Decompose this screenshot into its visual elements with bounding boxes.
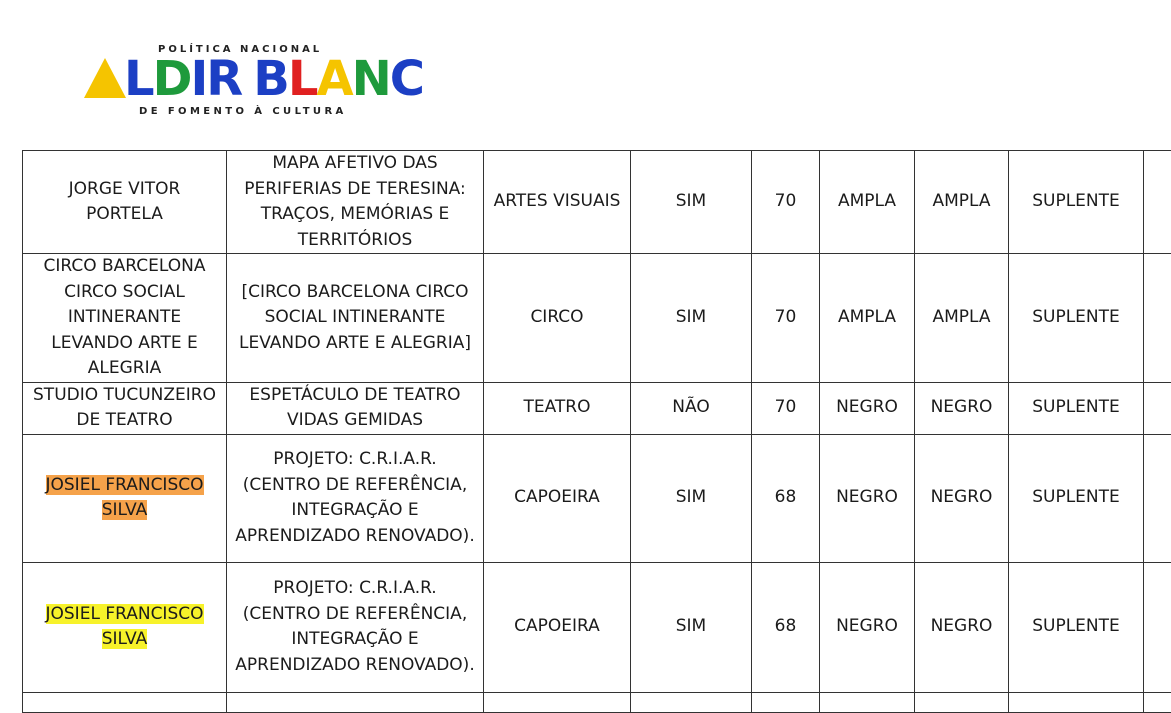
category-2-cell-text: NEGRO: [931, 397, 993, 417]
table-row: [23, 562, 1171, 692]
category-1-cell: [820, 151, 915, 254]
trailing-cell: [1144, 434, 1171, 562]
flag-cell: [631, 382, 752, 434]
status-cell-text: SUPLENTE: [1032, 191, 1120, 211]
status-cell: [1009, 382, 1144, 434]
category-2-cell: [915, 434, 1009, 562]
status-cell: [1009, 254, 1144, 383]
project-cell-text: [CIRCO BARCELONA CIRCO SOCIAL INTINERANTE LEVANDO ARTE E ALEGRIA]: [239, 282, 471, 353]
name-cell-text: STUDIO TUCUNZEIRO DE TEATRO: [33, 385, 216, 431]
trailing-cell: [1144, 151, 1171, 254]
score-cell: [752, 382, 820, 434]
project-cell: [227, 562, 484, 692]
score-cell-text: 68: [775, 487, 797, 507]
area-cell: [484, 562, 631, 692]
project-cell: [227, 151, 484, 254]
empty-cell: [631, 692, 752, 712]
name-cell: [23, 382, 227, 434]
category-2-cell: [915, 151, 1009, 254]
name-cell: [23, 434, 227, 562]
project-cell: [227, 382, 484, 434]
flag-cell-text: NÃO: [672, 397, 709, 417]
category-1-cell-text: NEGRO: [836, 397, 898, 417]
logo-triangle-a-icon: [84, 58, 126, 98]
project-cell-text: PROJETO: C.R.I.A.R. (CENTRO DE REFERÊNCIA, INTEGRAÇÃO E APRENDIZADO RENOVADO).: [235, 578, 474, 675]
area-cell-text: ARTES VISUAIS: [494, 191, 621, 211]
flag-cell-text: SIM: [676, 191, 706, 211]
empty-cell: [484, 692, 631, 712]
area-cell-text: TEATRO: [523, 397, 590, 417]
score-cell-text: 70: [775, 307, 797, 327]
name-cell-text: JORGE VITOR PORTELA: [69, 179, 181, 225]
empty-cell: [915, 692, 1009, 712]
table-row: [23, 434, 1171, 562]
name-cell-text: JOSIEL FRANCISCO SILVA: [46, 604, 204, 650]
status-cell-text: SUPLENTE: [1032, 397, 1120, 417]
empty-cell: [227, 692, 484, 712]
project-cell: [227, 434, 484, 562]
name-cell: [23, 254, 227, 383]
name-cell: [23, 151, 227, 254]
empty-cell: [1009, 692, 1144, 712]
name-cell-text: JOSIEL FRANCISCO SILVA: [46, 475, 204, 521]
category-2-cell: [915, 562, 1009, 692]
status-cell: [1009, 151, 1144, 254]
score-cell: [752, 254, 820, 383]
empty-cell: [820, 692, 915, 712]
table-row-partial: [23, 692, 1171, 712]
area-cell: [484, 434, 631, 562]
category-2-cell-text: NEGRO: [931, 487, 993, 507]
flag-cell-text: SIM: [676, 487, 706, 507]
project-cell-text: ESPETÁCULO DE TEATRO VIDAS GEMIDAS: [249, 385, 460, 431]
category-1-cell-text: NEGRO: [836, 487, 898, 507]
status-cell-text: SUPLENTE: [1032, 616, 1120, 636]
table-row: [23, 254, 1171, 383]
score-cell-text: 70: [775, 397, 797, 417]
score-cell: [752, 434, 820, 562]
area-cell-text: CAPOEIRA: [514, 616, 600, 636]
status-cell-text: SUPLENTE: [1032, 307, 1120, 327]
category-1-cell: [820, 562, 915, 692]
flag-cell: [631, 434, 752, 562]
category-1-cell: [820, 254, 915, 383]
empty-cell: [1144, 692, 1171, 712]
category-2-cell-text: NEGRO: [931, 616, 993, 636]
trailing-cell: [1144, 254, 1171, 383]
empty-cell: [23, 692, 227, 712]
project-cell: [227, 254, 484, 383]
flag-cell-text: SIM: [676, 616, 706, 636]
category-2-cell-text: AMPLA: [932, 307, 990, 327]
category-2-cell-text: AMPLA: [932, 191, 990, 211]
project-cell-text: MAPA AFETIVO DAS PERIFERIAS DE TERESINA: TRAÇOS, MEMÓRIAS E TERRITÓRIOS: [244, 153, 465, 250]
category-1-cell: [820, 434, 915, 562]
area-cell-text: CAPOEIRA: [514, 487, 600, 507]
category-2-cell: [915, 254, 1009, 383]
status-cell-text: SUPLENTE: [1032, 487, 1120, 507]
table-row: [23, 151, 1171, 254]
flag-cell: [631, 151, 752, 254]
trailing-cell: [1144, 382, 1171, 434]
flag-cell: [631, 562, 752, 692]
logo-bottom-text: DE FOMENTO À CULTURA: [139, 106, 347, 117]
area-cell-text: CIRCO: [530, 307, 583, 327]
category-2-cell: [915, 382, 1009, 434]
table-body: [23, 151, 1171, 713]
empty-cell: [752, 692, 820, 712]
flag-cell-text: SIM: [676, 307, 706, 327]
table-row: [23, 382, 1171, 434]
category-1-cell: [820, 382, 915, 434]
score-cell: [752, 151, 820, 254]
flag-cell: [631, 254, 752, 383]
category-1-cell-text: AMPLA: [838, 191, 896, 211]
category-1-cell-text: AMPLA: [838, 307, 896, 327]
name-cell: [23, 562, 227, 692]
logo-top-text: POLÍTICA NACIONAL: [158, 44, 322, 55]
area-cell: [484, 254, 631, 383]
trailing-cell: [1144, 562, 1171, 692]
aldir-blanc-logo: [84, 44, 404, 124]
status-cell: [1009, 434, 1144, 562]
area-cell: [484, 151, 631, 254]
results-table-wrap: [22, 150, 1171, 713]
category-1-cell-text: NEGRO: [836, 616, 898, 636]
status-cell: [1009, 562, 1144, 692]
score-cell: [752, 562, 820, 692]
score-cell-text: 68: [775, 616, 797, 636]
logo-main-text: L D IR B L A N C: [84, 54, 423, 104]
score-cell-text: 70: [775, 191, 797, 211]
results-table: [22, 150, 1171, 713]
project-cell-text: PROJETO: C.R.I.A.R. (CENTRO DE REFERÊNCIA, INTEGRAÇÃO E APRENDIZADO RENOVADO).: [235, 449, 474, 546]
area-cell: [484, 382, 631, 434]
name-cell-text: CIRCO BARCELONA CIRCO SOCIAL INTINERANTE LEVANDO ARTE E ALEGRIA: [44, 256, 206, 378]
